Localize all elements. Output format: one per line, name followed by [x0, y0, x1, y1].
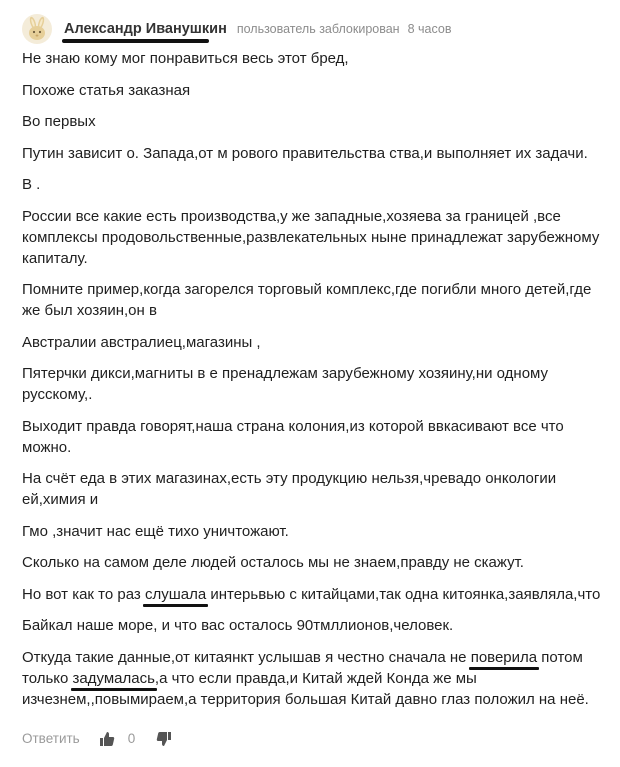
underlined-word: слушала — [144, 585, 207, 603]
comment-paragraph: Помните пример,когда загорелся торговый комплекс,где погибли много детей,где же был хозяин,он в — [22, 281, 592, 319]
thumbs-down-icon[interactable] — [155, 730, 173, 748]
author-name[interactable] — [64, 21, 227, 37]
comment-footer — [22, 726, 602, 752]
likes-count: 0 — [127, 731, 136, 746]
paragraph-text: интерьвью с китайцами,так одна китоянка,заявляла,что — [206, 585, 601, 603]
comment-body — [22, 48, 602, 710]
comment-paragraph: В . — [22, 176, 41, 193]
reply-button[interactable]: Ответить — [22, 731, 80, 746]
comment-paragraph: Похоже статья заказная — [22, 81, 191, 99]
paragraph-text: Но вот как то раз — [22, 585, 145, 603]
comment-paragraph: Выходит правда говорят,наша страна колония,из которой ввкасивают все что можно. — [22, 417, 564, 456]
comment-paragraph: Пятерчки дикси,магниты в е пренадлежам зарубежному хозяину,ни одному русскому,. — [22, 365, 549, 403]
comment-paragraph: России все какие есть производства,у же западные,хозяева за границей ,все комплексы продовольственные,развлекательных ныне принадлежат зарубежному капиталу. — [22, 207, 600, 267]
avatar[interactable] — [22, 14, 52, 44]
author-name-text: Александр Иванушкин — [64, 21, 227, 37]
comment-header — [22, 12, 602, 46]
comment-paragraph: Байкал наше море, и что вас осталось 90тмллионов,человек. — [22, 617, 454, 634]
comment-paragraph: На счёт еда в этих магазинах,есть эту продукцию нельзя,чревадо онкологии ей,химия и — [22, 470, 557, 508]
user-status: пользователь заблокирован — [236, 22, 400, 36]
comment-paragraph: Гмо ,значит нас ещё тихо уничтожают. — [22, 522, 289, 540]
comment-paragraph: Австралии австралиец,магазины , — [22, 333, 261, 351]
paragraph-text: потом только — [22, 648, 583, 687]
comment-paragraph — [22, 647, 602, 710]
underlined-word: поверила — [470, 648, 538, 666]
underlined-word: задумалась — [72, 669, 155, 687]
paragraph-text: ,а что если правда,и Китай ждей Конда же мы изчезнем,,повымираем,а территория большая Китай давно глаз положил на неё. — [22, 669, 589, 708]
comment-paragraph: Во первых — [22, 113, 96, 130]
rabbit-avatar-icon — [24, 16, 50, 42]
comment-paragraph: Сколько на самом деле людей осталось мы не знаем,правду не скажут. — [22, 554, 524, 571]
comment-paragraph: Путин зависит о. Запада,от м рового правительства ства,и выполняет их задачи. — [22, 144, 588, 162]
thumbs-up-icon[interactable] — [98, 730, 116, 748]
comment-meta — [237, 22, 452, 36]
comment-paragraph — [22, 584, 602, 605]
comment-time: 8 часов — [407, 22, 452, 36]
comment-paragraph: Не знаю кому мог понравиться весь этот бред, — [22, 50, 349, 67]
author-underline-mark — [62, 39, 209, 43]
paragraph-text: Откуда такие данные,от китаянкт услышав я честно сначала не — [22, 648, 471, 666]
